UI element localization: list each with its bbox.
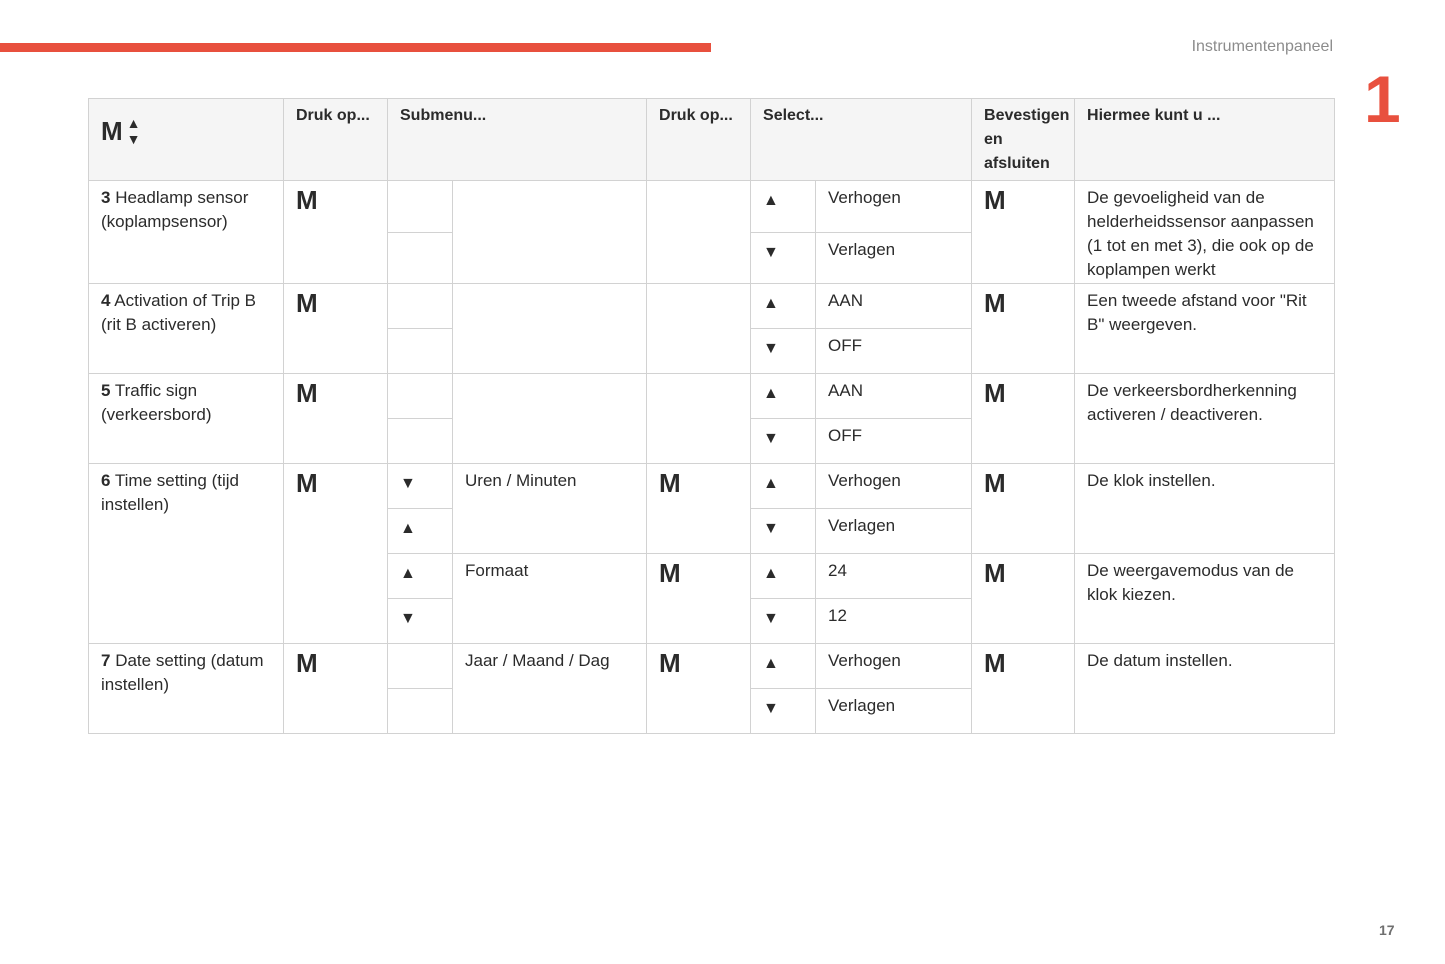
select-option: Verlagen [816,232,972,284]
purpose-text: Een tweede afstand voor "Rit B" weergeven. [1075,284,1335,374]
select-arrow-cell [751,599,816,644]
select-arrow-cell [751,554,816,599]
arrow-down-icon: ▼ [763,430,779,447]
submenu-nav-cell [388,689,453,734]
arrow-up-icon: ▲ [763,295,779,312]
arrow-down-icon: ▼ [126,131,141,147]
m-button-icon: M [296,468,318,498]
select-option: Verlagen [816,509,972,554]
arrow-up-icon: ▲ [400,520,416,537]
press-m-cell [647,374,751,464]
arrow-down-icon: ▼ [763,700,779,717]
confirm-m-cell [972,374,1075,464]
select-option: AAN [816,374,972,419]
m-button-icon: M [659,648,681,678]
confirm-m-cell [972,554,1075,644]
arrow-up-icon: ▲ [763,385,779,402]
press-m-cell [284,181,388,284]
m-button-icon: M [296,648,318,678]
select-arrow-cell [751,284,816,329]
press-m-cell [284,284,388,374]
purpose-text: De weergavemodus van de klok kiezen. [1075,554,1335,644]
select-arrow-cell [751,181,816,233]
arrow-down-icon: ▼ [763,243,779,261]
m-button-icon: M [101,116,123,146]
m-button-icon: M [984,185,1006,215]
purpose-text: De datum instellen. [1075,644,1335,734]
purpose-text: De klok instellen. [1075,464,1335,554]
select-option: Verhogen [816,181,972,233]
chapter-number: 1 [1364,62,1401,136]
header-menu-symbol [89,99,284,181]
select-arrow-cell [751,329,816,374]
arrow-up-icon: ▲ [763,192,779,209]
submenu-nav-cell [388,181,453,233]
confirm-m-cell [972,181,1075,284]
press-m-cell [647,284,751,374]
m-button-icon: M [984,378,1006,408]
arrow-up-icon: ▲ [763,475,779,492]
submenu-nav-cell [388,599,453,644]
submenu-text-cell: Uren / Minuten [453,464,647,554]
menu-table [88,98,1335,734]
select-arrow-cell [751,644,816,689]
press-m-cell [647,181,751,284]
submenu-text-cell [453,374,647,464]
confirm-m-cell [972,644,1075,734]
page-number: 17 [1379,922,1395,938]
m-button-icon: M [296,185,318,215]
m-button-icon: M [984,468,1006,498]
submenu-text-cell [453,181,647,284]
submenu-nav-cell [388,232,453,284]
header-submenu: Submenu... [388,99,647,181]
m-button-icon: M [984,558,1006,588]
press-m-cell [284,464,388,644]
select-option: OFF [816,419,972,464]
header-press-2: Druk op... [647,99,751,181]
select-option: Verhogen [816,644,972,689]
arrow-down-icon: ▼ [400,475,416,492]
arrow-up-icon: ▲ [763,655,779,672]
press-m-cell [647,644,751,734]
select-option: 12 [816,599,972,644]
menu-item-label: 5 Traffic sign (verkeersbord) [89,374,284,464]
select-arrow-cell [751,689,816,734]
confirm-m-cell [972,284,1075,374]
select-arrow-cell [751,374,816,419]
menu-item-label: 7 Date setting (datum instellen) [89,644,284,734]
arrow-up-icon: ▲ [400,565,416,582]
select-arrow-cell [751,419,816,464]
m-button-icon: M [659,558,681,588]
header-select: Select... [751,99,972,181]
arrow-down-icon: ▼ [400,610,416,627]
arrow-down-icon: ▼ [763,610,779,627]
header-confirm: Bevestigen en afsluiten [972,99,1075,181]
m-button-icon: M [984,288,1006,318]
menu-item-label: 3 Headlamp sensor (koplampsensor) [89,181,284,284]
confirm-m-cell [972,464,1075,554]
submenu-nav-cell [388,419,453,464]
select-option: Verhogen [816,464,972,509]
submenu-nav-cell [388,464,453,509]
press-m-cell [284,644,388,734]
m-button-icon: M [296,378,318,408]
header-press-1: Druk op... [284,99,388,181]
arrow-down-icon: ▼ [763,520,779,537]
select-option: AAN [816,284,972,329]
select-option: OFF [816,329,972,374]
section-title: Instrumentenpaneel [1191,38,1333,55]
select-option: Verlagen [816,689,972,734]
arrow-down-icon: ▼ [763,340,779,357]
purpose-text: De verkeersbordherkenning activeren / deactiveren. [1075,374,1335,464]
press-m-cell [284,374,388,464]
m-button-icon: M [296,288,318,318]
accent-bar [0,43,711,52]
arrow-up-icon: ▲ [763,565,779,582]
select-arrow-cell [751,509,816,554]
submenu-nav-cell [388,374,453,419]
menu-item-label: 4 Activation of Trip B (rit B activeren) [89,284,284,374]
select-arrow-cell [751,464,816,509]
submenu-nav-cell [388,554,453,599]
m-button-icon: M [659,468,681,498]
header-purpose: Hiermee kunt u ... [1075,99,1335,181]
submenu-nav-cell [388,284,453,329]
m-button-icon: M [984,648,1006,678]
submenu-nav-cell [388,329,453,374]
menu-item-label: 6 Time setting (tijd instellen) [89,464,284,644]
arrow-up-icon: ▲ [126,115,141,131]
purpose-text: De gevoeligheid van de helderheidssensor aanpassen (1 tot en met 3), die ook op de koplampen werkt [1075,181,1335,284]
select-option: 24 [816,554,972,599]
submenu-text-cell [453,284,647,374]
submenu-nav-cell [388,509,453,554]
select-arrow-cell [751,232,816,284]
submenu-text-cell: Formaat [453,554,647,644]
press-m-cell [647,464,751,554]
press-m-cell [647,554,751,644]
submenu-nav-cell [388,644,453,689]
submenu-text-cell: Jaar / Maand / Dag [453,644,647,734]
